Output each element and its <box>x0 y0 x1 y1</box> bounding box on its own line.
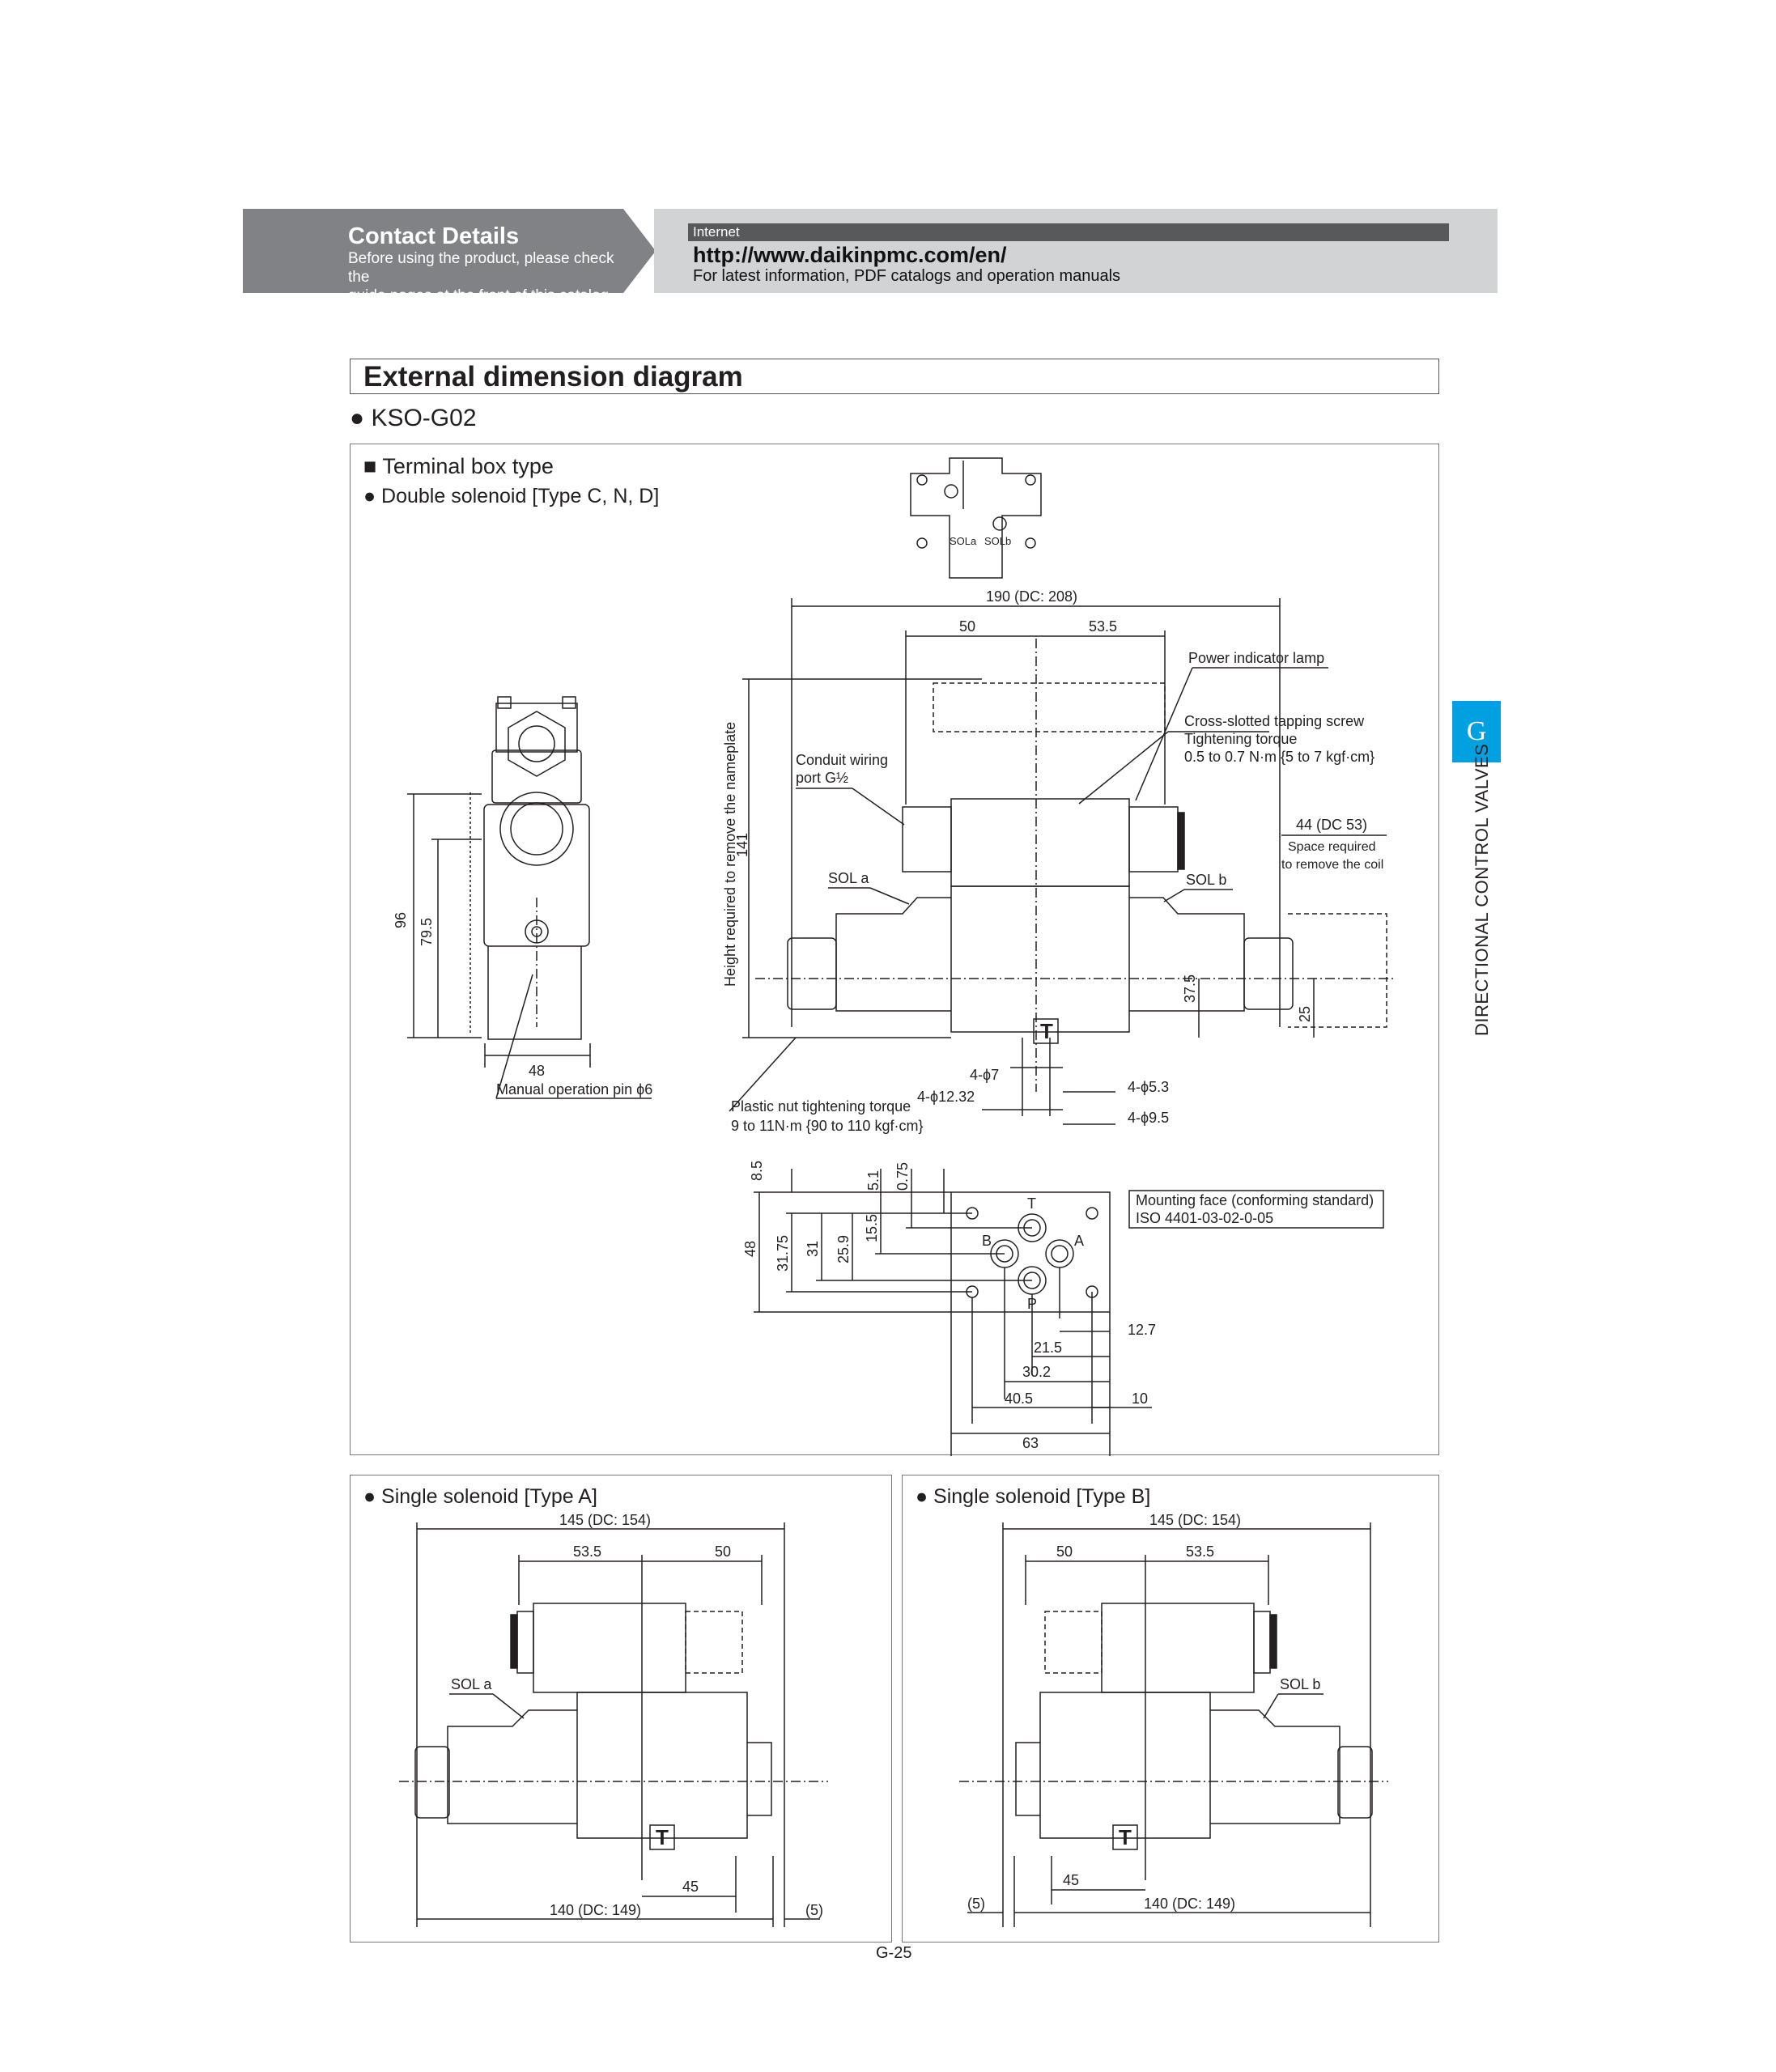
dim-96: 96 <box>393 911 409 928</box>
coil-dim: 44 (DC 53) <box>1296 817 1368 833</box>
dim-79-5: 79.5 <box>419 917 435 946</box>
height-label: Height required to remove the nameplate <box>722 721 738 987</box>
top-view <box>911 458 1041 578</box>
torque-value: 0.5 to 0.7 N·m {5 to 7 kgf·cm} <box>1184 749 1375 765</box>
dim-phi12-32: 4-ϕ12.32 <box>917 1089 975 1105</box>
dim-21-5: 21.5 <box>1034 1340 1063 1356</box>
a-dim-5: (5) <box>805 1902 823 1918</box>
nut-label-2: 9 to 11N·m {90 to 110 kgf·cm} <box>731 1118 924 1134</box>
dim-0-75: 0.75 <box>894 1161 911 1191</box>
screw-label: Cross-slotted tapping screw <box>1184 713 1365 729</box>
contact-description <box>348 249 639 305</box>
side-tab-label: DIRECTIONAL CONTROL VALVES <box>1472 743 1492 1036</box>
b-dim-145: 145 (DC: 154) <box>1149 1512 1242 1528</box>
contact-desc-line2: guide pages at the front of this catalog. <box>348 287 614 304</box>
a-dim-140: 140 (DC: 149) <box>550 1902 642 1918</box>
a-dim-53-5: 53.5 <box>573 1543 602 1560</box>
internet-label: Internet <box>688 223 1449 241</box>
double-solenoid-subtitle: ● Double solenoid [Type C, N, D] <box>363 485 660 507</box>
dim-31-75: 31.75 <box>775 1234 791 1272</box>
b-dim-53-5: 53.5 <box>1186 1543 1215 1560</box>
dim-phi7: 4-ϕ7 <box>970 1067 1000 1083</box>
t-mark-a: T <box>656 1825 669 1849</box>
dim-50: 50 <box>959 618 976 635</box>
single-a-drawing <box>351 1475 893 1943</box>
dim-phi5-3: 4-ϕ5.3 <box>1128 1079 1170 1095</box>
dim-12-7: 12.7 <box>1128 1322 1157 1338</box>
b-dim-140: 140 (DC: 149) <box>1144 1896 1236 1912</box>
dim-25: 25 <box>1297 1005 1313 1022</box>
dim-53-5: 53.5 <box>1089 618 1118 635</box>
b-dim-50: 50 <box>1056 1543 1073 1560</box>
t-mark-b: T <box>1119 1825 1132 1849</box>
page-number: G-25 <box>876 1944 912 1962</box>
contact-desc-line1: Before using the product, please check the <box>348 250 614 286</box>
dim-8-5: 8.5 <box>749 1160 765 1181</box>
dim-190: 190 (DC: 208) <box>986 588 1078 605</box>
coil-label-2: to remove the coil <box>1281 858 1384 872</box>
side-tab: G <box>1452 701 1501 762</box>
power-lamp-label: Power indicator lamp <box>1188 650 1325 666</box>
port-t: T <box>1027 1195 1036 1212</box>
dim-25-9: 25.9 <box>835 1234 852 1263</box>
terminal-box-title: ■ Terminal box type <box>363 454 554 478</box>
torque-label: Tightening torque <box>1184 731 1298 747</box>
a-dim-50: 50 <box>715 1543 732 1560</box>
dim-phi9-5: 4-ϕ9.5 <box>1128 1110 1170 1126</box>
side-view <box>407 697 590 1068</box>
conduit-label-2: port G½ <box>796 770 849 786</box>
port-b: B <box>982 1233 992 1249</box>
dim-40-5: 40.5 <box>1005 1391 1034 1407</box>
dim-30-2: 30.2 <box>1022 1364 1052 1380</box>
dim-48-mount: 48 <box>742 1240 758 1257</box>
a-dim-45: 45 <box>682 1879 699 1895</box>
model-label: ● KSO-G02 <box>350 405 477 431</box>
mounting-note-2: ISO 4401-03-02-0-05 <box>1136 1210 1274 1226</box>
single-b-drawing <box>903 1475 1440 1943</box>
dim-48-side: 48 <box>529 1063 546 1079</box>
dim-63: 63 <box>1022 1435 1039 1451</box>
b-dim-5: (5) <box>967 1896 985 1912</box>
height-141: 141 <box>734 832 750 857</box>
internet-url-link[interactable]: http://www.daikinpmc.com/en/ <box>693 243 1007 267</box>
internet-panel <box>654 209 1498 293</box>
dim-5-1: 5.1 <box>865 1170 882 1191</box>
single-b-title: ● Single solenoid [Type B] <box>916 1485 1151 1508</box>
single-a-title: ● Single solenoid [Type A] <box>363 1485 597 1508</box>
top-solb: SOLb <box>984 535 1012 547</box>
a-dim-145: 145 (DC: 154) <box>559 1512 652 1528</box>
coil-label-1: Space required <box>1288 840 1376 854</box>
dim-31: 31 <box>805 1240 821 1257</box>
dim-15-5: 15.5 <box>864 1213 880 1242</box>
sol-b-label: SOL b <box>1186 872 1227 888</box>
section-heading <box>350 359 1439 394</box>
b-dim-45: 45 <box>1063 1872 1080 1888</box>
internet-note: For latest information, PDF catalogs and operation manuals <box>693 267 1121 285</box>
mounting-note-1: Mounting face (conforming standard) <box>1136 1192 1374 1208</box>
double-solenoid-drawing <box>351 444 1440 1456</box>
conduit-label-1: Conduit wiring <box>796 752 889 768</box>
a-sol-label: SOL a <box>451 1676 492 1692</box>
single-solenoid-a-frame <box>350 1475 892 1942</box>
manual-pin-label: Manual operation pin ϕ6 <box>496 1081 653 1098</box>
top-sola: SOLa <box>950 535 977 547</box>
t-mark-front: T <box>1040 1019 1053 1043</box>
port-p: P <box>1027 1296 1038 1312</box>
b-sol-label: SOL b <box>1280 1676 1321 1692</box>
nut-label-1: Plastic nut tightening torque <box>731 1098 911 1115</box>
contact-title: Contact Details <box>348 223 520 249</box>
dim-10: 10 <box>1132 1391 1149 1407</box>
mounting-face <box>951 1192 1110 1312</box>
dim-37-5: 37.5 <box>1182 974 1198 1003</box>
section-title: External dimension diagram <box>363 361 743 393</box>
port-a: A <box>1074 1233 1085 1249</box>
contact-details-panel <box>243 209 656 304</box>
double-solenoid-frame <box>350 444 1439 1455</box>
single-solenoid-b-frame <box>902 1475 1439 1942</box>
sol-a-label: SOL a <box>828 870 869 886</box>
